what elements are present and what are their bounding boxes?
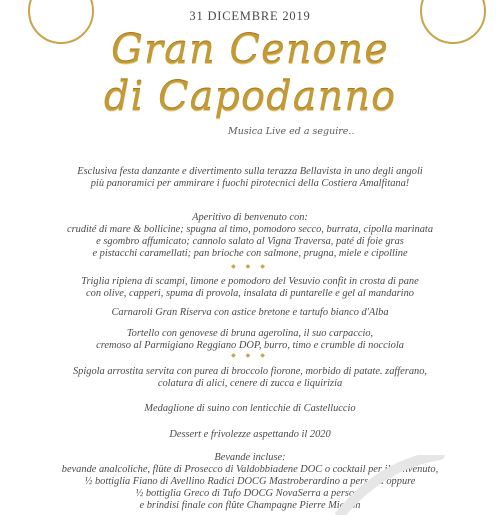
secondo-spigola-section	[0, 366, 500, 390]
antipasto-line: Triglia ripiena di scampi, limone e pomodoro del Vesuvio confit in crosta di pane	[81, 276, 419, 287]
intro-text	[0, 166, 500, 190]
dessert-section	[0, 429, 500, 441]
primo-risotto-section	[0, 307, 500, 319]
secondo-line: Medaglione di suino con lenticchie di Castelluccio	[144, 403, 356, 414]
primo-line: Tortello con genovese di bruna agerolina, il suo carpaccio,	[126, 328, 374, 339]
secondo-line: colatura di alici, cenere di zucca e liquirizia	[157, 378, 343, 389]
antipasto-section	[0, 276, 500, 300]
aperitivo-line: crudité di mare & bollicine; spugna al timo, pomodoro secco, burrata, cipolla marinata	[66, 224, 434, 235]
subtitle: Musica Live ed a seguire..	[228, 126, 355, 137]
primo-line: Carnaroli Gran Riserva con astice bretone e tartufo bianco d'Alba	[111, 307, 389, 318]
aperitivo-line: e pistacchi caramellati; pan brioche con salmone, prugna, miele e cipolline	[92, 248, 408, 259]
aperitivo-heading: Aperitivo di benvenuto con:	[192, 212, 308, 223]
intro-line: più panoramici per ammirare i fuochi pirotecnici della Costiera Amalfitana!	[90, 178, 410, 189]
bevande-heading: Bevande incluse:	[214, 452, 286, 463]
secondo-suino-section	[0, 403, 500, 415]
intro-line: Esclusiva festa danzante e divertimento sulla terazza Bellavista in uno degli angoli	[77, 166, 423, 177]
aperitivo-line: e sgombro affumicato; cannolo salato al Vigna Traversa, paté di foie gras	[96, 236, 404, 247]
diamond-separator: ◆ ◆ ◆	[231, 352, 269, 359]
title-line-1: Gran Cenone	[111, 27, 389, 73]
aperitivo-section	[0, 212, 500, 260]
bevande-line: ½ bottiglia Greco di Tufo DOCG NovaSerra a persona	[135, 488, 365, 499]
bevande-line: bevande analcoliche, flûte di Prosecco di Valdobbiadene DOC o cocktail per il benvenuto,	[61, 464, 439, 475]
secondo-line: Spigola arrostita servita con purea di broccolo fiorone, morbido di patate. zafferano,	[72, 366, 428, 377]
event-date: 31 DICEMBRE 2019	[189, 9, 311, 23]
dessert-line: Dessert e frivolezze aspettando il 2020	[169, 429, 331, 440]
primo-line: cremoso al Parmigiano Reggiano DOP, burro, timo e crumble di nocciola	[96, 340, 404, 351]
bevande-line: ½ bottiglia Fiano di Avellino Radici DOCG Mastroberardino a persona oppure	[84, 476, 416, 487]
decorative-swoosh	[330, 455, 450, 515]
antipasto-line: con olive, capperi, spuma di provola, insalata di puntarelle e gel al mandarino	[86, 288, 414, 299]
diamond-separator: ◆ ◆ ◆	[231, 263, 269, 270]
bevande-line: e brindisi finale con flûte Champagne Pierre Mignon	[139, 500, 361, 511]
title-line-2: di Capodanno	[103, 74, 397, 120]
primo-tortello-section	[0, 328, 500, 352]
